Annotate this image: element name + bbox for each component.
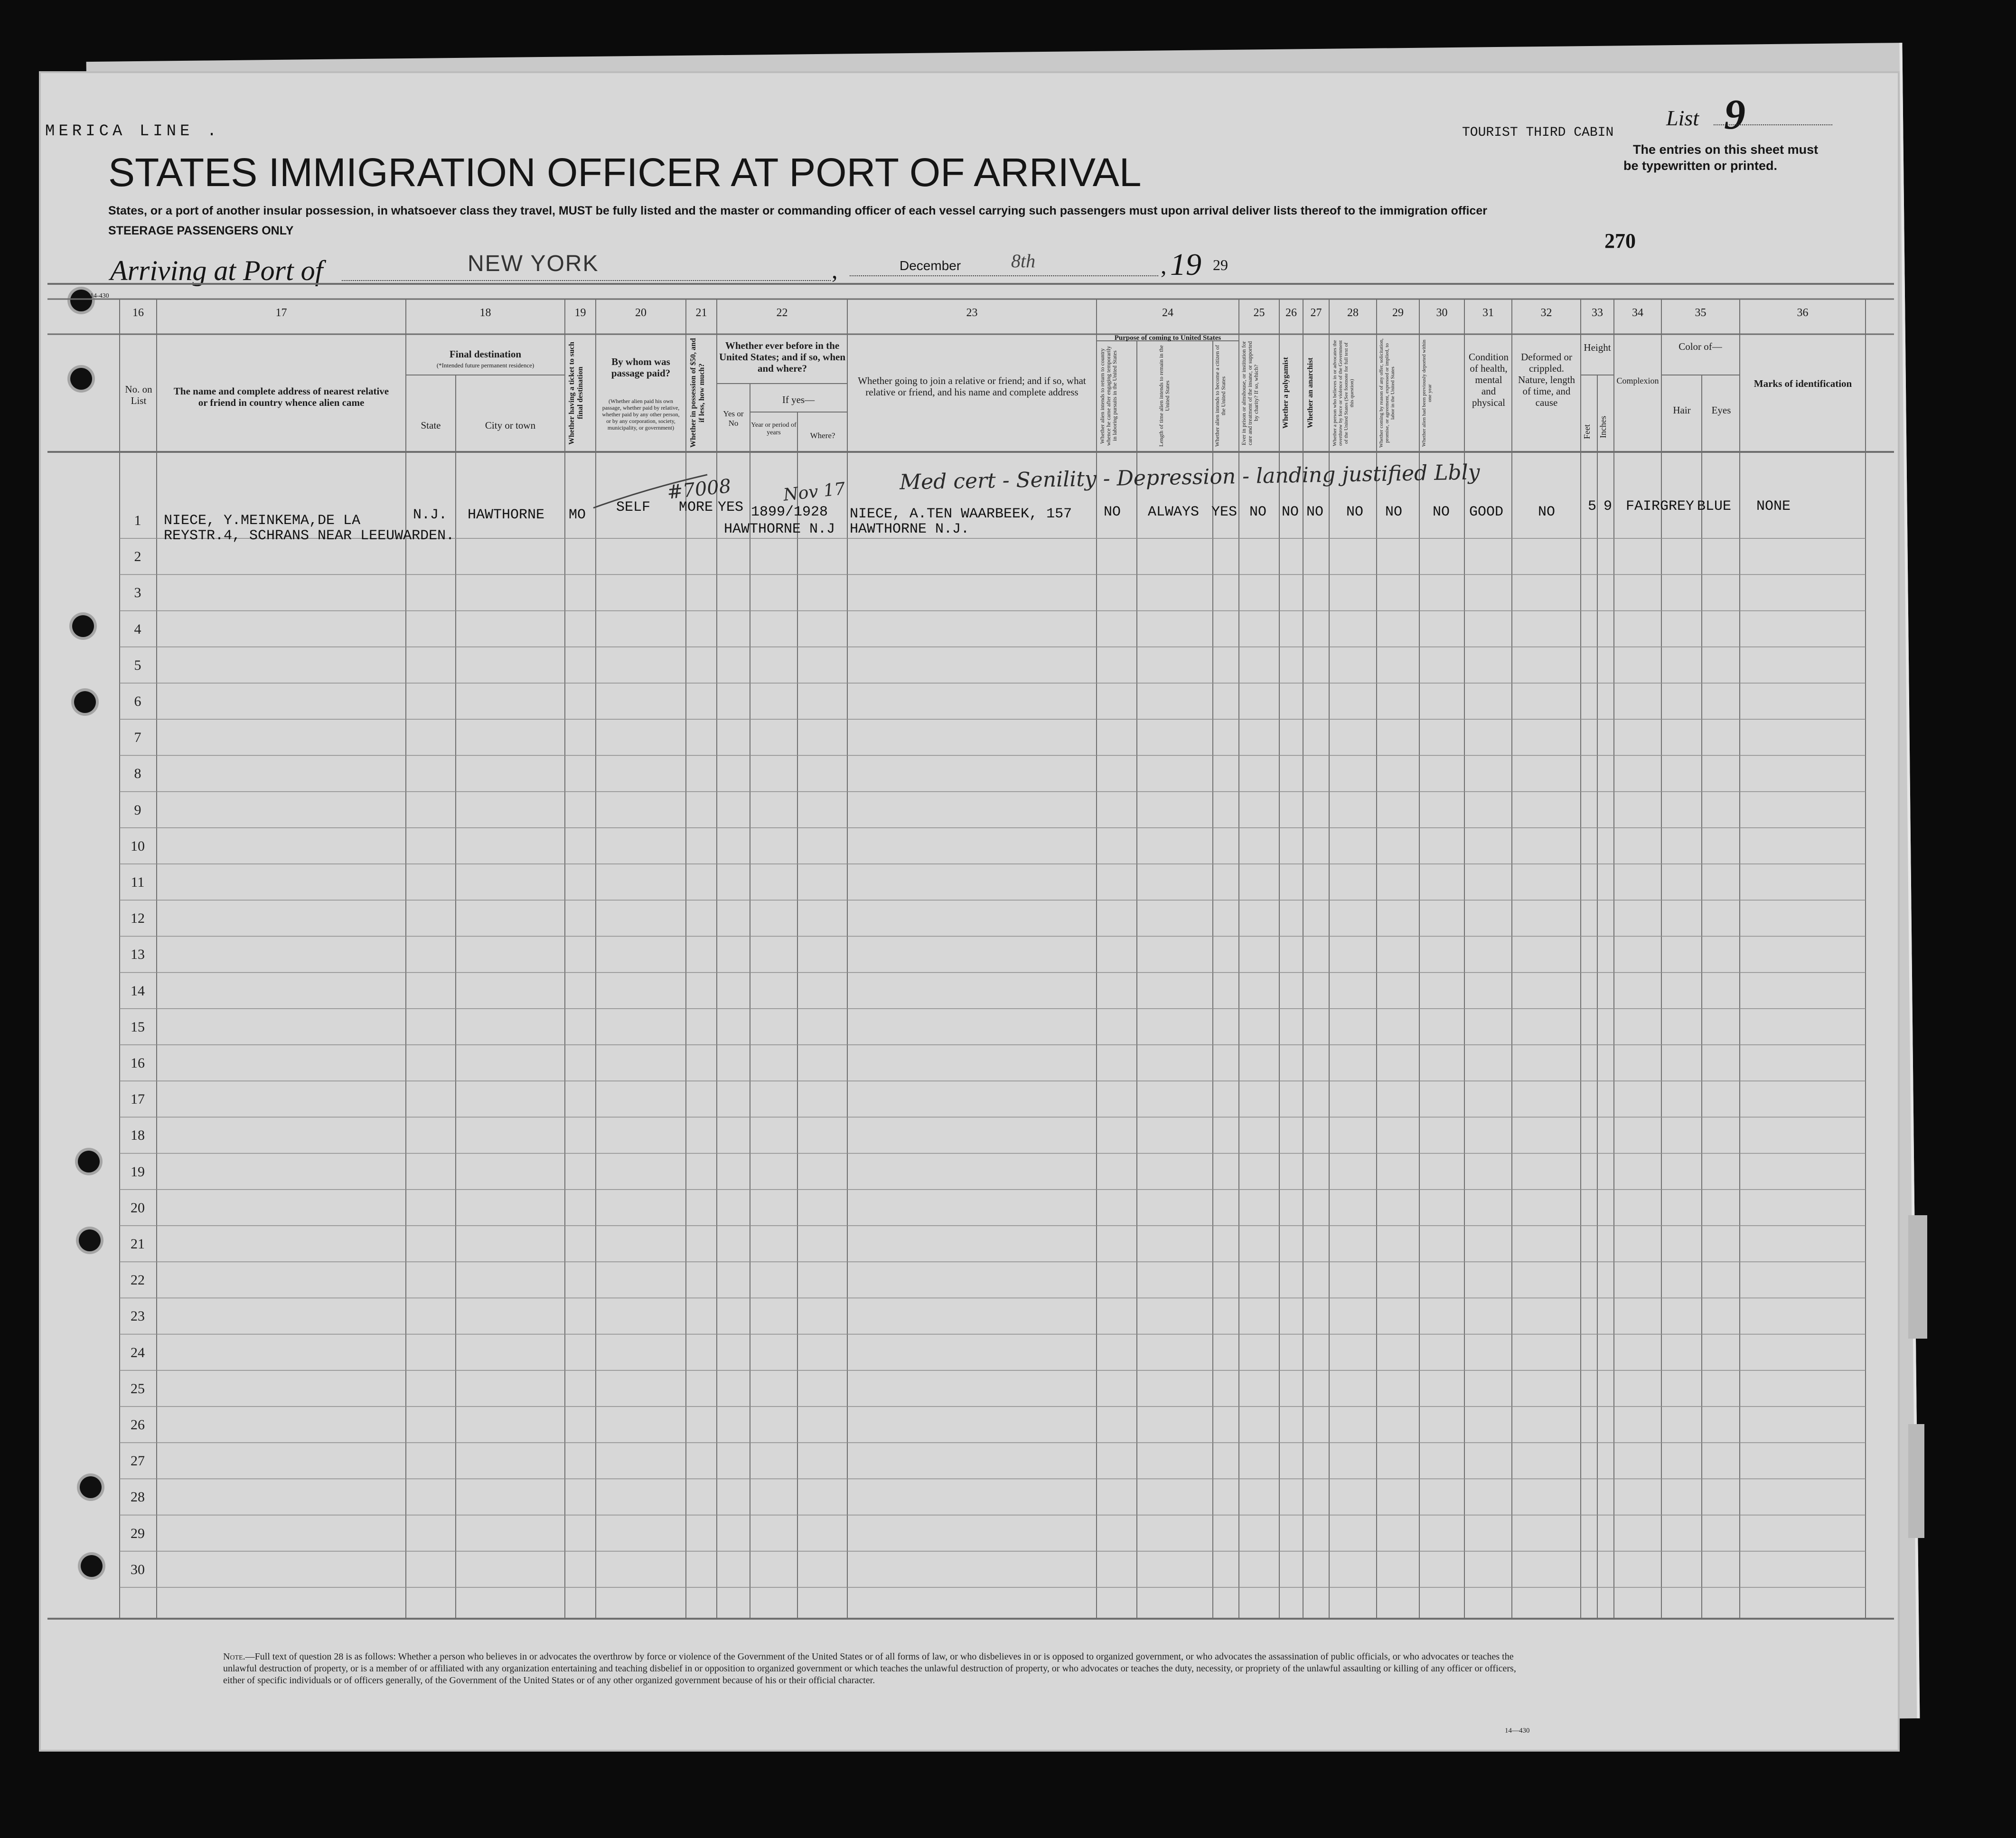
header-by-whom: By whom was passage paid? bbox=[611, 356, 671, 379]
column-number: 18 bbox=[479, 307, 491, 319]
column-number: 34 bbox=[1632, 307, 1643, 319]
cabin-class: TOURIST THIRD CABIN bbox=[1462, 125, 1614, 140]
entry-paid-by: SELF bbox=[616, 499, 651, 516]
row-number: 23 bbox=[131, 1308, 145, 1324]
row-number: 26 bbox=[131, 1417, 145, 1433]
column-number: 21 bbox=[695, 307, 707, 319]
column-number: 28 bbox=[1347, 307, 1359, 319]
header-final-destination-note: (*Intended future permanent residence) bbox=[436, 362, 534, 369]
column-number: 36 bbox=[1797, 307, 1809, 319]
header-year-period: Year or period of years bbox=[751, 422, 797, 436]
steerage-label: STEERAGE PASSENGERS ONLY bbox=[108, 224, 294, 237]
column-number: 27 bbox=[1310, 307, 1322, 319]
row-number: 14 bbox=[131, 983, 145, 999]
arriving-label: Arriving at Port of bbox=[110, 255, 323, 286]
header-anarchist: Whether an anarchist bbox=[1306, 357, 1314, 429]
arrival-month: December bbox=[900, 258, 961, 273]
comma: , bbox=[832, 257, 838, 283]
entry-purpose-return: NO bbox=[1104, 504, 1121, 520]
row-number: 30 bbox=[131, 1561, 145, 1577]
header-money: Whether in possession of $50, and if less, how much? bbox=[689, 338, 706, 448]
header-feet: Feet bbox=[1582, 424, 1592, 440]
page-title: STATES IMMIGRATION OFFICER AT PORT OF ARRIVAL bbox=[108, 150, 1142, 195]
header-marks: Marks of identification bbox=[1753, 378, 1852, 389]
row-number: 22 bbox=[131, 1272, 145, 1288]
footnote-label: Note. bbox=[223, 1651, 245, 1662]
row-number: 24 bbox=[131, 1344, 145, 1360]
entry-state: N.J. bbox=[413, 507, 448, 523]
header-where: Where? bbox=[810, 431, 835, 440]
entry-q28: NO bbox=[1346, 504, 1364, 520]
entry-where: HAWTHORNE N.J bbox=[724, 521, 835, 537]
row-number: 5 bbox=[134, 657, 141, 673]
typewritten-note: be typewritten or printed. bbox=[1623, 159, 1778, 173]
column-number: 32 bbox=[1540, 307, 1552, 319]
row-number: 7 bbox=[134, 730, 141, 746]
footnote-code: 14—430 bbox=[1505, 1727, 1530, 1735]
list-number: 9 bbox=[1724, 91, 1745, 138]
arrival-day: 8th bbox=[1011, 250, 1036, 272]
entry-q30: NO bbox=[1433, 504, 1450, 520]
entry-city: HAWTHORNE bbox=[468, 507, 545, 523]
column-number: 23 bbox=[966, 307, 978, 319]
row-number: 11 bbox=[131, 874, 145, 890]
footnote bbox=[223, 1651, 1533, 1687]
header-q30: Whether alien had been previously deported within one year bbox=[1421, 339, 1433, 447]
entry-years: 1899/1928 bbox=[751, 504, 828, 520]
entry-marks: NONE bbox=[1756, 498, 1791, 515]
footnote-text: —Full text of question 28 is as follows: Whether a person who believes in or advocates the overthrow by force or violence of the Government of the United States or of all forms of law, or who disbelieves in or is opposed to organized government, or who advocates the assassination of public officials, or who advocates or teaches the unlawful destruction of property, or is a member of or affiliated with any organization entertaining and teaching disbelief in or opposition to organized government or which teaches the unlawful destruction of property, or who advocates or teaches the duty, necessity, or propriety of the unlawful assaulting or killing of any officer or officers, either of specific individuals or of officers generally, of the Government of the United States or of any other organized government because of his or their official character. bbox=[223, 1651, 1516, 1686]
column-number: 29 bbox=[1392, 307, 1404, 319]
row-number: 10 bbox=[131, 838, 145, 854]
header-color-of: Color of— bbox=[1678, 341, 1722, 352]
entry-money: MORE bbox=[679, 499, 713, 516]
entry-ticket: MO bbox=[569, 507, 586, 523]
row-number: 25 bbox=[131, 1380, 145, 1397]
header-health: Condition of health, mental and physical bbox=[1468, 351, 1509, 408]
header-polygamist: Whether a polygamist bbox=[1282, 357, 1290, 429]
line-name: MERICA LINE . bbox=[45, 122, 221, 141]
header-purpose-length: Length of time alien intends to remain in the United States bbox=[1158, 345, 1171, 447]
column-number: 22 bbox=[776, 307, 788, 319]
row-number: 21 bbox=[131, 1236, 145, 1252]
entry-purpose-citizen: YES bbox=[1211, 504, 1238, 520]
header-city: City or town bbox=[485, 420, 536, 431]
header-if-yes: If yes— bbox=[782, 394, 815, 405]
entry-before-yes: YES bbox=[718, 499, 744, 516]
header-purpose: Purpose of coming to United States bbox=[1114, 334, 1221, 342]
entry-relative-line2: REYSTR.4, SCHRANS NEAR LEEUWARDEN. bbox=[164, 528, 455, 544]
row-number: 19 bbox=[131, 1163, 145, 1180]
entry-purpose-length: ALWAYS bbox=[1148, 504, 1200, 520]
entry-join-line2: HAWTHORNE N.J. bbox=[850, 521, 970, 537]
column-number: 26 bbox=[1285, 307, 1297, 319]
header-prison: Ever in prison or almshouse, or institution for care and treatment of the insane, or supported by charity? If so, which? bbox=[1240, 341, 1259, 445]
header-complexion: Complexion bbox=[1616, 376, 1659, 385]
header-nearest-relative: The name and complete address of nearest relative or friend in country whence alien came bbox=[173, 385, 389, 408]
header-purpose-citizen: Whether alien intends to become a citizen of the United States bbox=[1214, 345, 1227, 447]
row-number: 2 bbox=[134, 549, 141, 565]
year-suffix: 29 bbox=[1213, 256, 1228, 273]
entry-q26: NO bbox=[1282, 504, 1299, 520]
entry-eyes: BLUE bbox=[1697, 498, 1732, 515]
handwritten-date: Nov 17 bbox=[782, 479, 846, 505]
entry-height-feet: 5 bbox=[1588, 498, 1597, 515]
header-q28: Whether a person who believes in or advocates the overthrow by force or violence of the Government of the United States (See footnote for full text of this question) bbox=[1332, 340, 1355, 446]
column-number: 16 bbox=[132, 307, 144, 319]
header-hair: Hair bbox=[1673, 404, 1691, 416]
entry-height-inches: 9 bbox=[1603, 498, 1613, 515]
column-number: 20 bbox=[635, 307, 647, 319]
column-number: 33 bbox=[1592, 307, 1603, 319]
header-eyes: Eyes bbox=[1711, 404, 1731, 416]
header-by-whom-note: (Whether alien paid his own passage, whether paid by relative, whether paid by any other person, or by any corporation, society, municipality, or government) bbox=[602, 398, 680, 431]
instructions: States, or a port of another insular possession, in whatsoever class they travel, MUST be fully listed and the master or commanding officer of each vessel carrying such passengers must upon arrival deliver lists thereof to the immigration officer bbox=[108, 204, 1487, 217]
entry-hair: GREY bbox=[1660, 498, 1695, 515]
column-number: 17 bbox=[275, 307, 287, 319]
column-number: 19 bbox=[574, 307, 586, 319]
header-no-on-list: No. on List bbox=[125, 384, 152, 406]
year-prefix: 19 bbox=[1170, 247, 1201, 282]
list-label: List bbox=[1666, 106, 1699, 130]
header-deformed: Deformed or crippled. Nature, length of time, and cause bbox=[1518, 351, 1575, 408]
entry-join-line1: NIECE, A.TEN WAARBEEK, 157 bbox=[850, 506, 1072, 522]
row-number: 3 bbox=[134, 585, 141, 601]
handwritten-stroke bbox=[589, 470, 712, 513]
row-number: 28 bbox=[131, 1489, 145, 1505]
header-height: Height bbox=[1584, 342, 1611, 353]
header-purpose-return: Whether alien intends to return to country whence he came after engaging temporarily in laboring pursuits in the United States bbox=[1099, 346, 1118, 446]
row-number: 18 bbox=[131, 1127, 145, 1144]
entry-q27: NO bbox=[1306, 504, 1324, 520]
entry-q25: NO bbox=[1249, 504, 1267, 520]
row-number: 27 bbox=[131, 1453, 145, 1469]
row-number: 15 bbox=[131, 1019, 145, 1035]
page-number: 270 bbox=[1604, 229, 1636, 253]
row-number: 9 bbox=[134, 802, 141, 818]
entry-q29: NO bbox=[1385, 504, 1403, 520]
column-number: 30 bbox=[1436, 307, 1448, 319]
row-number: 4 bbox=[134, 621, 141, 637]
row-number: 8 bbox=[134, 766, 141, 782]
row-number: 1 bbox=[134, 513, 141, 528]
handwritten-certificate-number: #7008 bbox=[666, 475, 732, 504]
header-inches: Inches bbox=[1598, 416, 1608, 439]
entry-deformed: NO bbox=[1538, 504, 1556, 520]
header-yes-no: Yes or No bbox=[723, 409, 744, 428]
row-number: 16 bbox=[131, 1055, 145, 1071]
column-number: 24 bbox=[1162, 307, 1173, 319]
row-number: 29 bbox=[131, 1525, 145, 1541]
column-number: 35 bbox=[1695, 307, 1707, 319]
header-ever-before: Whether ever before in the United States; and if so, when and where? bbox=[719, 340, 846, 374]
column-number: 25 bbox=[1253, 307, 1265, 319]
form-code: 14-430 bbox=[90, 292, 109, 300]
handwritten-medical-note: Med cert - Senility - Depression - landing justified Lbly bbox=[899, 460, 1480, 495]
header-final-destination: Final destination bbox=[449, 348, 522, 360]
typewritten-note: The entries on this sheet must bbox=[1633, 142, 1819, 157]
comma: , bbox=[1161, 252, 1167, 279]
header-join-relative: Whether going to join a relative or friend; and if so, what relative or friend, and his name and complete address bbox=[858, 375, 1086, 398]
row-number: 20 bbox=[131, 1200, 145, 1216]
row-number: 17 bbox=[131, 1091, 145, 1107]
entry-complexion: FAIR bbox=[1626, 498, 1660, 515]
row-number: 6 bbox=[134, 694, 141, 709]
entry-relative-line1: NIECE, Y.MEINKEMA,DE LA bbox=[164, 513, 361, 529]
header-state: State bbox=[421, 420, 441, 431]
header-q29: Whether coming by reason of any offer, solicitation, promise, or agreement, expressed or implied, to labor in the United States bbox=[1378, 338, 1396, 448]
column-number: 31 bbox=[1482, 307, 1494, 319]
row-number: 13 bbox=[131, 947, 145, 963]
port-name: NEW YORK bbox=[468, 251, 599, 276]
entry-health: GOOD bbox=[1469, 504, 1504, 520]
row-number: 12 bbox=[131, 910, 145, 927]
header-ticket: Whether having a ticket to such final destination bbox=[568, 341, 584, 445]
